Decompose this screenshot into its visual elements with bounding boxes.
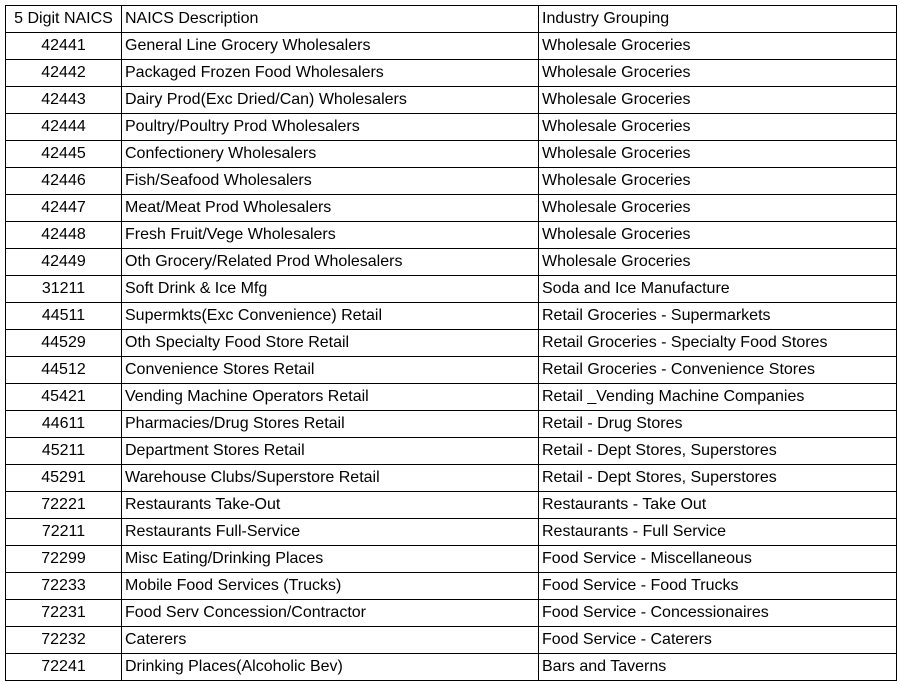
naics-code-cell[interactable]: 31211 [6,276,122,303]
table-row [6,438,897,465]
naics-description-cell[interactable]: Misc Eating/Drinking Places [122,546,539,573]
naics-description-cell[interactable]: Fresh Fruit/Vege Wholesalers [122,222,539,249]
naics-description-cell[interactable]: Fish/Seafood Wholesalers [122,168,539,195]
industry-grouping-cell[interactable]: Retail - Dept Stores, Superstores [539,438,897,465]
industry-grouping-cell[interactable]: Food Service - Caterers [539,627,897,654]
naics-description-cell[interactable]: Meat/Meat Prod Wholesalers [122,195,539,222]
header-grouping[interactable]: Industry Grouping [539,6,897,33]
naics-code-cell[interactable]: 42443 [6,87,122,114]
table-row [6,654,897,681]
table-row [6,330,897,357]
header-description[interactable]: NAICS Description [122,6,539,33]
table-row [6,33,897,60]
industry-grouping-cell[interactable]: Retail - Dept Stores, Superstores [539,465,897,492]
naics-description-cell[interactable]: Mobile Food Services (Trucks) [122,573,539,600]
naics-description-cell[interactable]: Restaurants Take-Out [122,492,539,519]
industry-grouping-cell[interactable]: Food Service - Food Trucks [539,573,897,600]
table-row [6,60,897,87]
naics-code-cell[interactable]: 42442 [6,60,122,87]
table-row [6,573,897,600]
industry-grouping-cell[interactable]: Retail _Vending Machine Companies [539,384,897,411]
table-row [6,87,897,114]
naics-code-cell[interactable]: 45421 [6,384,122,411]
naics-description-cell[interactable]: Warehouse Clubs/Superstore Retail [122,465,539,492]
naics-description-cell[interactable]: Oth Specialty Food Store Retail [122,330,539,357]
industry-grouping-cell[interactable]: Retail Groceries - Supermarkets [539,303,897,330]
naics-code-cell[interactable]: 42441 [6,33,122,60]
table-row [6,600,897,627]
naics-description-cell[interactable]: Restaurants Full-Service [122,519,539,546]
table-row [6,627,897,654]
industry-grouping-cell[interactable]: Restaurants - Full Service [539,519,897,546]
naics-code-cell[interactable]: 44512 [6,357,122,384]
table-row [6,276,897,303]
naics-description-cell[interactable]: Packaged Frozen Food Wholesalers [122,60,539,87]
table-row [6,384,897,411]
naics-code-cell[interactable]: 72233 [6,573,122,600]
industry-grouping-cell[interactable]: Wholesale Groceries [539,87,897,114]
table-row [6,114,897,141]
naics-description-cell[interactable]: Vending Machine Operators Retail [122,384,539,411]
table-row [6,195,897,222]
naics-code-cell[interactable]: 42444 [6,114,122,141]
industry-grouping-cell[interactable]: Food Service - Concessionaires [539,600,897,627]
naics-code-cell[interactable]: 45291 [6,465,122,492]
naics-description-cell[interactable]: Department Stores Retail [122,438,539,465]
naics-code-cell[interactable]: 42446 [6,168,122,195]
naics-description-cell[interactable]: Soft Drink & Ice Mfg [122,276,539,303]
naics-code-cell[interactable]: 42445 [6,141,122,168]
industry-grouping-cell[interactable]: Restaurants - Take Out [539,492,897,519]
naics-description-cell[interactable]: Drinking Places(Alcoholic Bev) [122,654,539,681]
naics-code-cell[interactable]: 72232 [6,627,122,654]
naics-description-cell[interactable]: Oth Grocery/Related Prod Wholesalers [122,249,539,276]
naics-code-cell[interactable]: 72241 [6,654,122,681]
table-row [6,411,897,438]
industry-grouping-cell[interactable]: Wholesale Groceries [539,222,897,249]
table-row [6,249,897,276]
naics-code-cell[interactable]: 42447 [6,195,122,222]
naics-description-cell[interactable]: General Line Grocery Wholesalers [122,33,539,60]
table-row [6,222,897,249]
table-row [6,168,897,195]
naics-description-cell[interactable]: Convenience Stores Retail [122,357,539,384]
table-row [6,546,897,573]
naics-code-cell[interactable]: 72221 [6,492,122,519]
industry-grouping-cell[interactable]: Retail Groceries - Specialty Food Stores [539,330,897,357]
industry-grouping-cell[interactable]: Wholesale Groceries [539,195,897,222]
table-row [6,357,897,384]
industry-grouping-cell[interactable]: Retail - Drug Stores [539,411,897,438]
naics-code-cell[interactable]: 72211 [6,519,122,546]
table-row [6,465,897,492]
table-body [6,6,897,681]
naics-code-cell[interactable]: 42449 [6,249,122,276]
industry-grouping-cell[interactable]: Soda and Ice Manufacture [539,276,897,303]
table-row [6,519,897,546]
table-row [6,492,897,519]
naics-description-cell[interactable]: Confectionery Wholesalers [122,141,539,168]
naics-code-cell[interactable]: 42448 [6,222,122,249]
header-code[interactable]: 5 Digit NAICS [6,6,122,33]
industry-grouping-cell[interactable]: Wholesale Groceries [539,114,897,141]
naics-description-cell[interactable]: Poultry/Poultry Prod Wholesalers [122,114,539,141]
naics-table [5,5,897,681]
industry-grouping-cell[interactable]: Wholesale Groceries [539,249,897,276]
naics-description-cell[interactable]: Dairy Prod(Exc Dried/Can) Wholesalers [122,87,539,114]
industry-grouping-cell[interactable]: Food Service - Miscellaneous [539,546,897,573]
industry-grouping-cell[interactable]: Wholesale Groceries [539,60,897,87]
industry-grouping-cell[interactable]: Retail Groceries - Convenience Stores [539,357,897,384]
industry-grouping-cell[interactable]: Wholesale Groceries [539,33,897,60]
naics-code-cell[interactable]: 72231 [6,600,122,627]
table-row [6,141,897,168]
naics-description-cell[interactable]: Caterers [122,627,539,654]
naics-code-cell[interactable]: 72299 [6,546,122,573]
header-row [6,6,897,33]
naics-code-cell[interactable]: 44511 [6,303,122,330]
naics-description-cell[interactable]: Food Serv Concession/Contractor [122,600,539,627]
naics-description-cell[interactable]: Pharmacies/Drug Stores Retail [122,411,539,438]
naics-code-cell[interactable]: 44611 [6,411,122,438]
industry-grouping-cell[interactable]: Bars and Taverns [539,654,897,681]
naics-code-cell[interactable]: 44529 [6,330,122,357]
naics-description-cell[interactable]: Supermkts(Exc Convenience) Retail [122,303,539,330]
table-row [6,303,897,330]
industry-grouping-cell[interactable]: Wholesale Groceries [539,141,897,168]
naics-code-cell[interactable]: 45211 [6,438,122,465]
industry-grouping-cell[interactable]: Wholesale Groceries [539,168,897,195]
